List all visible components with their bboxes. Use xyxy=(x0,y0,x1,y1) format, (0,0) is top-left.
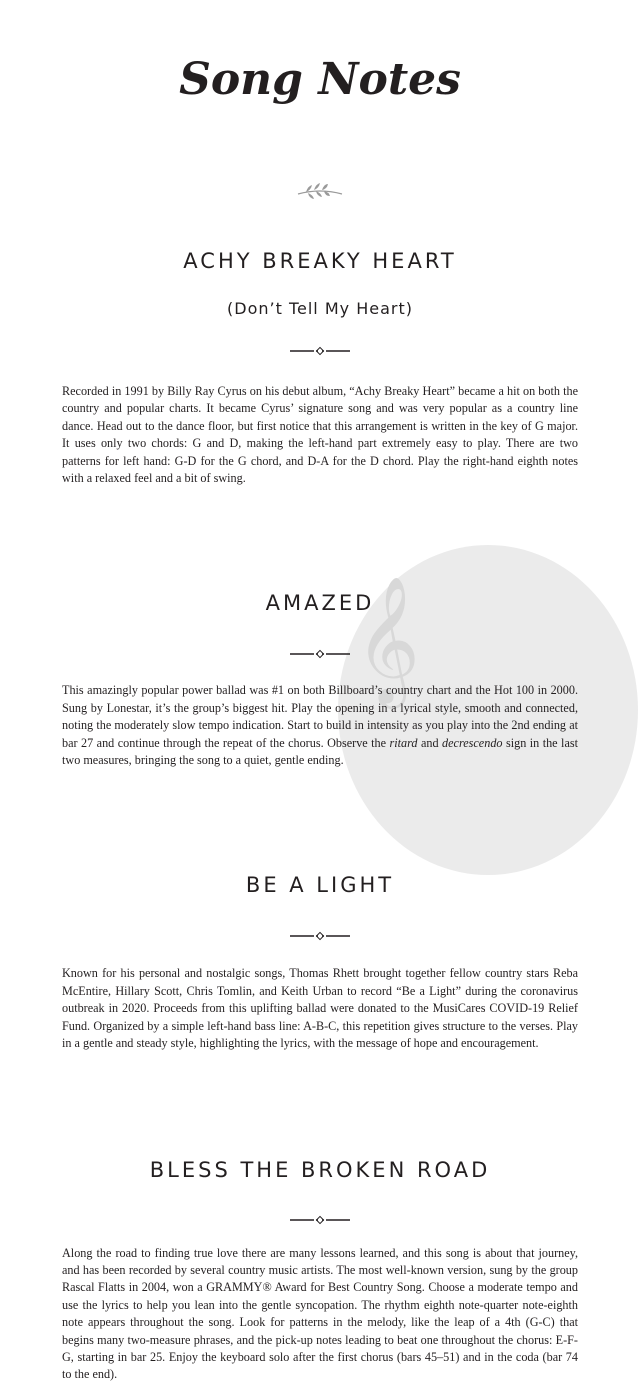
song-subtitle: (Don’t Tell My Heart) xyxy=(227,299,413,318)
notes-text: sign in the last two measures, bringing the song to a quiet, gentle ending. xyxy=(62,735,578,768)
song-notes-be-a-light: Known for his personal and nostalgic songs, Thomas Rhett brought together fellow country stars Reba McEntire, Hillary Scott, Chris Tomlin, and Keith Urban to record “Be a Light” during the coronavirus outbreak in 2020. Proceeds from this uplifting ballad were donated to the MusiCares COVID-19 Relief Fund. Organized by a simple left-hand bass line: A-B-C, this repetition gives structure to the verses. Play in a gentle and steady style, highlighting the lyrics, with the message of hope and encouragement. xyxy=(62,966,578,1051)
song-title-be-a-light: BE A LIGHT xyxy=(245,873,395,898)
line-diamond-divider-icon xyxy=(290,649,350,659)
song-notes-bless-the-broken-road: Along the road to finding true love there are many lessons learned, and this song is about that journey, and has been recorded by several country music artists. The most well-known version, sung by the group Rascal Flatts in 2004, won a GRAMMY® Award for Best Country Song. Choose a moderate tempo and use the lyrics to help you lean into the gentle syncopation. The rhythm eighth note-quarter note-eighth note appears throughout the song. Look for patterns in the melody, like the leap of a 4th (G-C) that begins many two-measure phrases, and the pick-up notes leading to beat one throughout the chorus: E-F-G, starting in bar 25. Enjoy the keyboard solo after the first chorus (bars 45–51) and in the coda (bar 74 to the end). xyxy=(62,1245,578,1382)
line-diamond-divider-icon xyxy=(290,346,350,356)
notes-text: and xyxy=(417,735,443,750)
term-ritard: ritard xyxy=(389,735,418,750)
leaf-flourish-icon xyxy=(294,180,346,202)
term-decrescendo: decrescendo xyxy=(442,735,503,750)
song-title-achy-breaky-heart: ACHY BREAKY HEART xyxy=(183,249,457,273)
song-notes-amazed xyxy=(62,682,578,769)
song-title-bless-the-broken-road: BLESS THE BROKEN ROAD xyxy=(149,1157,491,1182)
notes-text: This amazingly popular power ballad was #1 on both Billboard’s country chart and the Hot 100 in 2000. Sung by Lonestar, it’s the group’s biggest hit. Play the opening in a lyrical style, smooth and connected, noting the moderately slow tempo indication. Start to build in intensity as you play into the 2nd ending at bar 27 and continue through the repeat of the chorus. Observe the xyxy=(62,683,578,750)
treble-clef-icon: 𝄞 xyxy=(355,575,421,703)
song-notes-achy-breaky-heart: Recorded in 1991 by Billy Ray Cyrus on his debut album, “Achy Breaky Heart” became a hit on both the country and popular charts. It became Cyrus’ signature song and was very popular as a country line dance. Head out to the dance floor, but first notice that this arrangement is written in the key of G major. It uses only two chords: G and D, making the left-hand part extremely easy to play. There are two patterns for left hand: G-D for the G chord, and D-A for the D chord. Play the right-hand eighth notes with a relaxed feel and a bit of swing. xyxy=(62,384,578,486)
page-title: Song Notes xyxy=(179,54,461,105)
line-diamond-divider-icon xyxy=(290,1215,350,1225)
song-title-amazed: AMAZED xyxy=(265,591,375,616)
line-diamond-divider-icon xyxy=(290,931,350,941)
